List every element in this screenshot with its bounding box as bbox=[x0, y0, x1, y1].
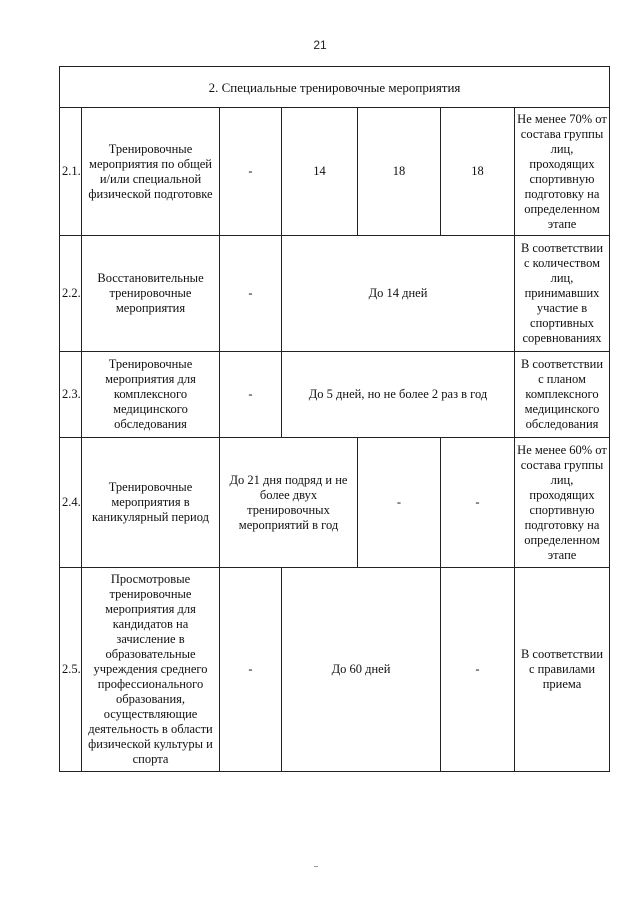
section-header-row bbox=[60, 67, 610, 108]
value-cell: - bbox=[358, 438, 441, 568]
value-cell: - bbox=[441, 438, 515, 568]
event-name: Тренировочные мероприятия для комплексного медицинского обследования bbox=[82, 352, 220, 438]
value-cell: 18 bbox=[358, 108, 441, 236]
note-cell: Не менее 60% от состава группы лиц, проходящих спортивную подготовку на определенном этапе bbox=[515, 438, 610, 568]
table-row bbox=[60, 568, 610, 772]
note-cell: В соответствии с планом комплексного медицинского обследования bbox=[515, 352, 610, 438]
event-name: Просмотровые тренировочные мероприятия для кандидатов на зачисление в образовательные учреждения среднего профессионального образования, осуществляющие деятельность в области физической культуры и спорта bbox=[82, 568, 220, 772]
note-cell: В соответствии с правилами приема bbox=[515, 568, 610, 772]
scan-mark bbox=[314, 866, 318, 867]
value-cell: - bbox=[220, 236, 282, 352]
table-row bbox=[60, 438, 610, 568]
note-cell: В соответствии с количеством лиц, принимавших участие в спортивных соревнованиях bbox=[515, 236, 610, 352]
value-cell: 18 bbox=[441, 108, 515, 236]
row-number: 2.2. bbox=[60, 236, 82, 352]
value-cell: - bbox=[220, 568, 282, 772]
merged-duration-cell: До 5 дней, но не более 2 раз в год bbox=[282, 352, 515, 438]
row-number: 2.3. bbox=[60, 352, 82, 438]
table-row bbox=[60, 352, 610, 438]
value-cell: - bbox=[441, 568, 515, 772]
merged-duration-cell: До 21 дня подряд и не более двух тренировочных мероприятий в год bbox=[220, 438, 358, 568]
event-name: Тренировочные мероприятия по общей и/или специальной физической подготовке bbox=[82, 108, 220, 236]
value-cell: - bbox=[220, 108, 282, 236]
value-cell: 14 bbox=[282, 108, 358, 236]
event-name: Восстановительные тренировочные мероприятия bbox=[82, 236, 220, 352]
training-events-table bbox=[59, 66, 610, 772]
page-number: 21 bbox=[313, 38, 327, 52]
row-number: 2.5. bbox=[60, 568, 82, 772]
value-cell: - bbox=[220, 352, 282, 438]
section-title: 2. Специальные тренировочные мероприятия bbox=[60, 67, 610, 108]
event-name: Тренировочные мероприятия в каникулярный период bbox=[82, 438, 220, 568]
merged-duration-cell: До 60 дней bbox=[282, 568, 441, 772]
merged-duration-cell: До 14 дней bbox=[282, 236, 515, 352]
row-number: 2.1. bbox=[60, 108, 82, 236]
note-cell: Не менее 70% от состава группы лиц, проходящих спортивную подготовку на определенном этапе bbox=[515, 108, 610, 236]
table-row bbox=[60, 108, 610, 236]
row-number: 2.4. bbox=[60, 438, 82, 568]
table-row bbox=[60, 236, 610, 352]
